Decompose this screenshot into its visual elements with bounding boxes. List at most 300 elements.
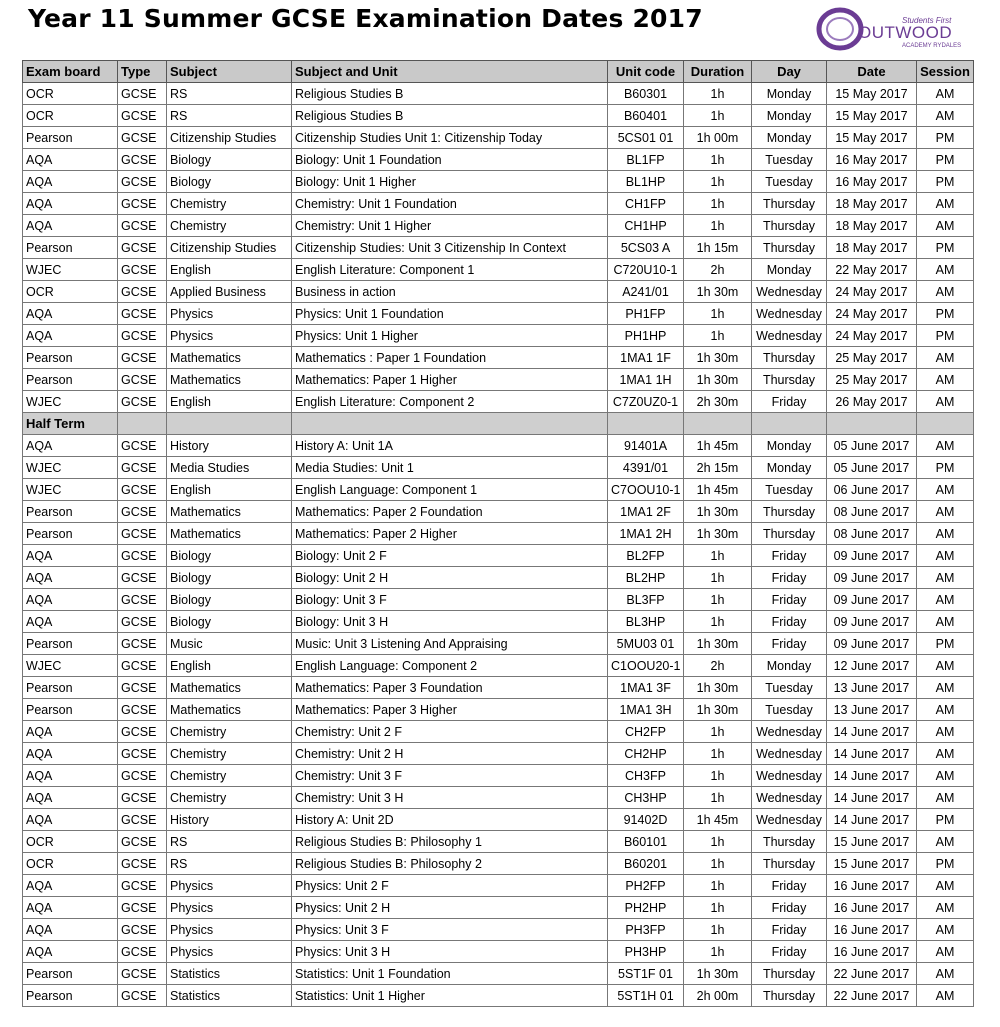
cell-exam-board: OCR [23,105,118,127]
cell-day: Thursday [752,963,827,985]
cell-date: 09 June 2017 [827,545,917,567]
cell-subject-and-unit: Biology: Unit 1 Foundation [292,149,608,171]
cell-type: GCSE [118,171,167,193]
cell-duration: 1h [684,567,752,589]
cell-exam-board: AQA [23,325,118,347]
table-row [23,523,974,545]
cell-subject: Biology [167,171,292,193]
cell-type: GCSE [118,831,167,853]
cell-duration: 1h 30m [684,281,752,303]
exam-dates-table [22,60,974,1007]
cell-type: GCSE [118,765,167,787]
cell-date: 16 June 2017 [827,897,917,919]
cell-date: 14 June 2017 [827,765,917,787]
cell-subject: Chemistry [167,787,292,809]
cell-unit-code: CH3HP [608,787,684,809]
cell-subject-and-unit: Physics: Unit 3 F [292,919,608,941]
cell-day: Monday [752,105,827,127]
cell-subject-and-unit: Religious Studies B [292,83,608,105]
cell-duration: 1h 30m [684,963,752,985]
cell-exam-board: AQA [23,611,118,633]
table-row [23,677,974,699]
cell-date: 22 June 2017 [827,963,917,985]
cell-exam-board: AQA [23,149,118,171]
cell-subject: Media Studies [167,457,292,479]
cell-date: 09 June 2017 [827,567,917,589]
header-subject-and-unit: Subject and Unit [292,61,608,83]
cell-session: AM [917,193,974,215]
cell-duration: 1h [684,611,752,633]
cell-day: Thursday [752,215,827,237]
cell-day: Wednesday [752,281,827,303]
cell-exam-board: Pearson [23,347,118,369]
table-row [23,83,974,105]
table-row [23,369,974,391]
cell-day: Monday [752,83,827,105]
cell-exam-board: AQA [23,721,118,743]
cell-duration: 1h [684,875,752,897]
exam-rows-may [23,83,974,413]
cell-unit-code: BL3FP [608,589,684,611]
cell-subject-and-unit: Physics: Unit 1 Foundation [292,303,608,325]
cell-type: GCSE [118,743,167,765]
cell-session: AM [917,523,974,545]
cell-unit-code: BL1FP [608,149,684,171]
cell-day: Monday [752,655,827,677]
cell-subject: History [167,435,292,457]
cell-session: AM [917,391,974,413]
cell-session: AM [917,699,974,721]
cell-subject: Biology [167,589,292,611]
table-row [23,501,974,523]
table-row [23,303,974,325]
cell-duration: 2h 30m [684,391,752,413]
cell-type: GCSE [118,523,167,545]
cell-subject-and-unit: Chemistry: Unit 2 H [292,743,608,765]
cell-day: Thursday [752,237,827,259]
cell-type: GCSE [118,589,167,611]
table-row [23,105,974,127]
cell-subject-and-unit: Physics: Unit 1 Higher [292,325,608,347]
cell-session: AM [917,831,974,853]
cell-type: GCSE [118,215,167,237]
cell-session: AM [917,105,974,127]
cell-unit-code: PH1FP [608,303,684,325]
cell-unit-code: BL2HP [608,567,684,589]
cell-day: Friday [752,919,827,941]
cell-subject: RS [167,105,292,127]
cell-duration: 1h 45m [684,479,752,501]
cell-duration: 1h [684,105,752,127]
cell-unit-code: 1MA1 2F [608,501,684,523]
header-session: Session [917,61,974,83]
cell-unit-code: 91401A [608,435,684,457]
cell-exam-board: Pearson [23,985,118,1007]
cell-day: Monday [752,435,827,457]
cell-day: Thursday [752,369,827,391]
cell-unit-code: PH3HP [608,941,684,963]
table-row [23,699,974,721]
cell-subject: Statistics [167,963,292,985]
cell-duration: 1h [684,743,752,765]
cell-unit-code: PH1HP [608,325,684,347]
cell-date: 24 May 2017 [827,281,917,303]
table-row [23,391,974,413]
cell-type: GCSE [118,677,167,699]
cell-session: PM [917,809,974,831]
table-header-row [23,61,974,83]
cell-exam-board: AQA [23,809,118,831]
cell-type: GCSE [118,435,167,457]
cell-subject: Mathematics [167,523,292,545]
cell-exam-board: Pearson [23,369,118,391]
cell-subject: Mathematics [167,347,292,369]
cell-duration: 1h 30m [684,369,752,391]
cell-unit-code: 91402D [608,809,684,831]
cell-type: GCSE [118,699,167,721]
cell-unit-code: 5CS03 A [608,237,684,259]
cell-exam-board: Pearson [23,633,118,655]
cell-day: Friday [752,875,827,897]
cell-date: 13 June 2017 [827,677,917,699]
cell-exam-board: AQA [23,545,118,567]
cell-day: Friday [752,897,827,919]
cell-session: AM [917,215,974,237]
cell-subject-and-unit: Physics: Unit 2 H [292,897,608,919]
cell-unit-code: PH2FP [608,875,684,897]
cell-type: GCSE [118,545,167,567]
cell-date: 16 June 2017 [827,919,917,941]
table-row [23,567,974,589]
cell-day: Wednesday [752,743,827,765]
table-row [23,237,974,259]
cell-type: GCSE [118,457,167,479]
cell-subject: English [167,391,292,413]
cell-session: AM [917,281,974,303]
cell-duration: 1h 30m [684,699,752,721]
table-row [23,831,974,853]
cell-type: GCSE [118,853,167,875]
cell-duration: 1h 30m [684,347,752,369]
cell-unit-code: CH3FP [608,765,684,787]
cell-date: 18 May 2017 [827,215,917,237]
cell-session: AM [917,347,974,369]
cell-type: GCSE [118,611,167,633]
school-logo [816,6,966,52]
cell-session: AM [917,567,974,589]
cell-day: Wednesday [752,325,827,347]
cell-session: AM [917,501,974,523]
cell-duration: 1h [684,787,752,809]
cell-date: 15 June 2017 [827,831,917,853]
cell-session: PM [917,127,974,149]
cell-date: 08 June 2017 [827,523,917,545]
cell-subject-and-unit: Music: Unit 3 Listening And Appraising [292,633,608,655]
cell-duration: 1h [684,149,752,171]
logo-name: OUTWOOD [858,23,953,42]
cell-date: 16 May 2017 [827,149,917,171]
cell-unit-code: PH2HP [608,897,684,919]
cell-subject-and-unit: Citizenship Studies Unit 1: Citizenship Today [292,127,608,149]
cell-day: Monday [752,457,827,479]
cell-subject-and-unit: Biology: Unit 2 H [292,567,608,589]
cell-subject-and-unit: Biology: Unit 3 F [292,589,608,611]
cell-type: GCSE [118,237,167,259]
table-row [23,325,974,347]
cell-day: Tuesday [752,677,827,699]
header-day: Day [752,61,827,83]
table-row [23,985,974,1007]
cell-subject-and-unit: English Language: Component 2 [292,655,608,677]
cell-subject: Biology [167,567,292,589]
cell-session: AM [917,479,974,501]
cell-subject: Mathematics [167,677,292,699]
cell-duration: 1h [684,171,752,193]
cell-day: Tuesday [752,171,827,193]
cell-date: 05 June 2017 [827,457,917,479]
cell-session: AM [917,369,974,391]
cell-duration: 1h [684,765,752,787]
cell-exam-board: OCR [23,281,118,303]
exam-rows-june [23,435,974,1007]
cell-duration: 2h [684,259,752,281]
cell-date: 26 May 2017 [827,391,917,413]
cell-duration: 1h [684,215,752,237]
cell-subject-and-unit: Biology: Unit 1 Higher [292,171,608,193]
cell-day: Tuesday [752,479,827,501]
cell-date: 14 June 2017 [827,787,917,809]
table-row [23,721,974,743]
cell-date: 25 May 2017 [827,369,917,391]
cell-duration: 1h [684,193,752,215]
cell-unit-code: BL1HP [608,171,684,193]
cell-duration: 1h [684,721,752,743]
cell-date: 18 May 2017 [827,237,917,259]
cell-subject-and-unit: Religious Studies B: Philosophy 2 [292,853,608,875]
cell-day: Friday [752,941,827,963]
cell-date: 14 June 2017 [827,721,917,743]
cell-exam-board: AQA [23,193,118,215]
table-row [23,809,974,831]
cell-duration: 1h [684,941,752,963]
cell-day: Wednesday [752,809,827,831]
cell-subject-and-unit: Mathematics : Paper 1 Foundation [292,347,608,369]
cell-exam-board: Pearson [23,501,118,523]
cell-exam-board: AQA [23,875,118,897]
cell-unit-code: 1MA1 1H [608,369,684,391]
cell-subject: Physics [167,941,292,963]
table-row [23,787,974,809]
cell-duration: 1h [684,831,752,853]
cell-exam-board: WJEC [23,479,118,501]
cell-unit-code: 5ST1H 01 [608,985,684,1007]
cell-session: PM [917,457,974,479]
cell-subject-and-unit: Physics: Unit 3 H [292,941,608,963]
cell-exam-board: AQA [23,567,118,589]
cell-type: GCSE [118,193,167,215]
table-row [23,875,974,897]
cell-duration: 1h 45m [684,435,752,457]
cell-session: AM [917,721,974,743]
logo-subtitle: ACADEMY RYDALES [902,43,962,49]
cell-subject: Chemistry [167,215,292,237]
cell-subject-and-unit: History A: Unit 2D [292,809,608,831]
cell-subject: RS [167,853,292,875]
cell-unit-code: 5ST1F 01 [608,963,684,985]
cell-subject-and-unit: Chemistry: Unit 3 F [292,765,608,787]
half-term-label: Half Term [23,413,118,435]
cell-duration: 2h 15m [684,457,752,479]
cell-date: 09 June 2017 [827,633,917,655]
cell-unit-code: PH3FP [608,919,684,941]
cell-subject-and-unit: English Literature: Component 2 [292,391,608,413]
cell-unit-code: CH1FP [608,193,684,215]
cell-day: Friday [752,633,827,655]
cell-duration: 1h 45m [684,809,752,831]
cell-type: GCSE [118,83,167,105]
cell-day: Friday [752,589,827,611]
cell-date: 09 June 2017 [827,611,917,633]
cell-exam-board: Pearson [23,677,118,699]
cell-type: GCSE [118,941,167,963]
cell-subject: Citizenship Studies [167,237,292,259]
cell-duration: 1h 15m [684,237,752,259]
cell-session: AM [917,963,974,985]
header-type: Type [118,61,167,83]
table-row [23,743,974,765]
cell-exam-board: Pearson [23,963,118,985]
cell-unit-code: A241/01 [608,281,684,303]
cell-type: GCSE [118,633,167,655]
cell-unit-code: C1OOU20-1 [608,655,684,677]
cell-date: 16 June 2017 [827,941,917,963]
cell-session: AM [917,985,974,1007]
cell-session: AM [917,655,974,677]
cell-day: Friday [752,391,827,413]
cell-subject-and-unit: English Language: Component 1 [292,479,608,501]
cell-exam-board: WJEC [23,391,118,413]
cell-session: AM [917,941,974,963]
cell-unit-code: B60201 [608,853,684,875]
cell-day: Thursday [752,347,827,369]
cell-subject: Mathematics [167,699,292,721]
cell-session: AM [917,787,974,809]
cell-session: AM [917,897,974,919]
table-row [23,215,974,237]
logo-tagline: Students First [902,16,952,25]
cell-type: GCSE [118,985,167,1007]
cell-duration: 1h [684,83,752,105]
table-row [23,127,974,149]
cell-exam-board: AQA [23,215,118,237]
table-row [23,545,974,567]
cell-subject: Physics [167,325,292,347]
table-row [23,853,974,875]
cell-unit-code: C7OOU10-1 [608,479,684,501]
cell-subject: Biology [167,611,292,633]
cell-date: 16 May 2017 [827,171,917,193]
cell-exam-board: WJEC [23,655,118,677]
cell-session: PM [917,325,974,347]
cell-unit-code: B60301 [608,83,684,105]
cell-subject-and-unit: Biology: Unit 2 F [292,545,608,567]
cell-date: 25 May 2017 [827,347,917,369]
cell-exam-board: AQA [23,787,118,809]
cell-subject: Chemistry [167,721,292,743]
cell-subject: History [167,809,292,831]
cell-subject: Music [167,633,292,655]
cell-duration: 1h 30m [684,501,752,523]
cell-date: 13 June 2017 [827,699,917,721]
cell-subject-and-unit: Mathematics: Paper 3 Higher [292,699,608,721]
cell-subject: Statistics [167,985,292,1007]
cell-exam-board: Pearson [23,237,118,259]
cell-duration: 1h 30m [684,677,752,699]
cell-day: Tuesday [752,149,827,171]
cell-subject-and-unit: Physics: Unit 2 F [292,875,608,897]
cell-exam-board: AQA [23,897,118,919]
cell-subject-and-unit: Chemistry: Unit 3 H [292,787,608,809]
cell-unit-code: BL3HP [608,611,684,633]
cell-day: Friday [752,611,827,633]
header-date: Date [827,61,917,83]
cell-duration: 2h [684,655,752,677]
cell-duration: 1h [684,897,752,919]
cell-type: GCSE [118,479,167,501]
cell-session: AM [917,919,974,941]
cell-exam-board: AQA [23,765,118,787]
cell-subject: Biology [167,545,292,567]
cell-subject: RS [167,831,292,853]
table-row [23,479,974,501]
cell-date: 22 June 2017 [827,985,917,1007]
cell-type: GCSE [118,875,167,897]
cell-exam-board: OCR [23,831,118,853]
table-row [23,963,974,985]
table-row [23,897,974,919]
cell-subject: Applied Business [167,281,292,303]
cell-type: GCSE [118,391,167,413]
cell-subject: Physics [167,875,292,897]
cell-subject-and-unit: Biology: Unit 3 H [292,611,608,633]
cell-day: Thursday [752,523,827,545]
cell-session: AM [917,589,974,611]
table-row [23,765,974,787]
cell-session: AM [917,435,974,457]
table-row [23,919,974,941]
cell-unit-code: 1MA1 1F [608,347,684,369]
table-row [23,347,974,369]
cell-session: AM [917,743,974,765]
header-exam-board: Exam board [23,61,118,83]
cell-type: GCSE [118,721,167,743]
cell-session: AM [917,875,974,897]
table-row [23,457,974,479]
table-row [23,193,974,215]
cell-date: 06 June 2017 [827,479,917,501]
cell-subject-and-unit: Business in action [292,281,608,303]
cell-day: Thursday [752,501,827,523]
cell-subject-and-unit: Chemistry: Unit 1 Foundation [292,193,608,215]
cell-day: Monday [752,127,827,149]
cell-unit-code: C7Z0UZ0-1 [608,391,684,413]
cell-duration: 1h [684,589,752,611]
cell-session: AM [917,259,974,281]
cell-date: 24 May 2017 [827,325,917,347]
cell-subject-and-unit: Mathematics: Paper 2 Foundation [292,501,608,523]
cell-date: 16 June 2017 [827,875,917,897]
cell-exam-board: AQA [23,919,118,941]
